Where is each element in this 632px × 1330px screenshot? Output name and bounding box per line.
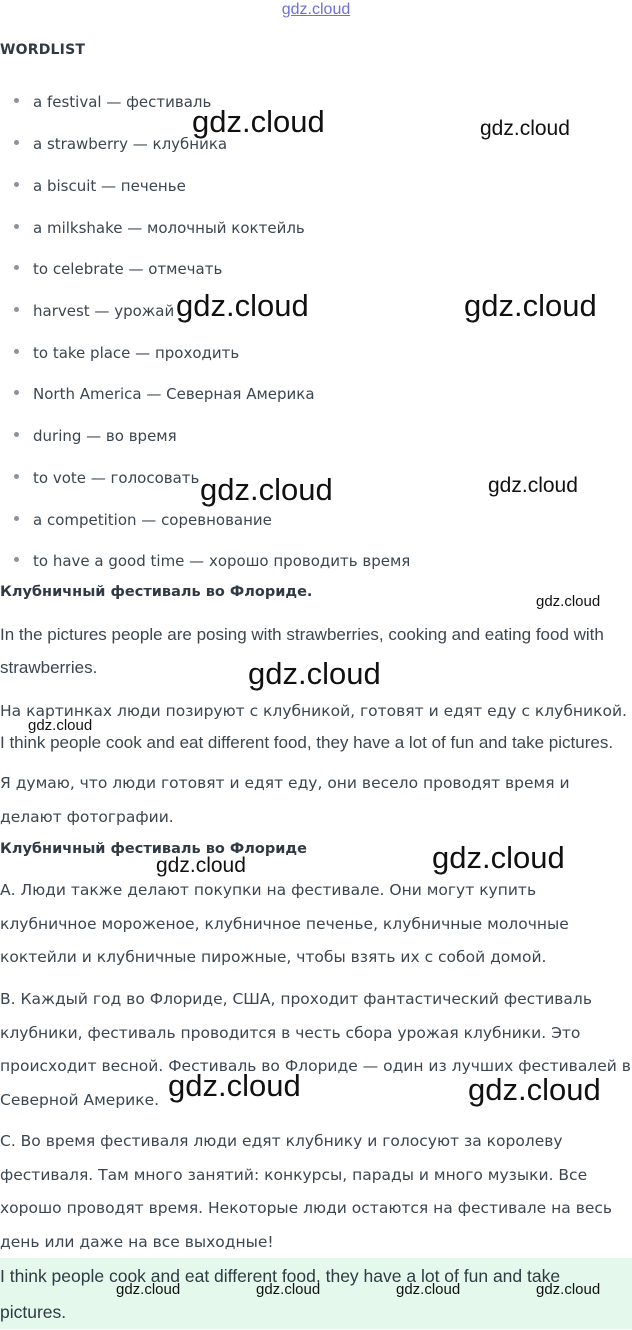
watermark: gdz.cloud [200, 472, 333, 507]
watermark: gdz.cloud [396, 1281, 461, 1298]
watermark: gdz.cloud [156, 854, 246, 877]
list-item: a festival — фестиваль [14, 93, 211, 111]
list-item: to take place — проходить [14, 344, 239, 362]
watermark: gdz.cloud [28, 717, 93, 734]
list-item: a competition — соревнование [14, 511, 272, 529]
bullet-icon [14, 516, 19, 521]
watermark: gdz.cloud [536, 593, 601, 610]
watermark: gdz.cloud [248, 656, 381, 691]
section-title-2: Клубничный фестиваль во Флориде [0, 841, 307, 857]
list-item: harvest — урожай [14, 302, 174, 320]
list-item: to vote — голосовать [14, 469, 199, 487]
bullet-icon [14, 182, 19, 187]
bullet-icon [14, 98, 19, 103]
paragraph-a: А. Люди также делают покупки на фестивале. Они могут купить клубничное мороженое, клубничное печенье, клубничные молочные коктейли и клубничные пирожные, чтобы взять их с собой домой. [0, 881, 569, 966]
answer-en-paragraph-2: I think people cook and eat different food, they have a lot of fun and take pictures. [0, 733, 614, 752]
list-item: North America — Северная Америка [14, 385, 315, 403]
watermark: gdz.cloud [176, 288, 309, 323]
watermark: gdz.cloud [116, 1281, 181, 1298]
bullet-icon [14, 140, 19, 145]
list-item: to celebrate — отмечать [14, 260, 222, 278]
watermark: gdz.cloud [168, 1068, 301, 1103]
list-item: during — во время [14, 427, 177, 445]
answer-ru-paragraph-2: Я думаю, что люди готовят и едят еду, они весело проводят время и делают фотографии. [0, 774, 570, 826]
list-item: to have a good time — хорошо проводить время [14, 552, 410, 570]
paragraph-c: С. Во время фестиваля люди едят клубнику и голосуют за королеву фестиваля. Там много занятий: конкурсы, парады и много музыки. Все хорошо проводят время. Некоторые люди остаются на фестивале на весь день или даже на все выходные! [0, 1132, 613, 1251]
answer-ru-paragraph: На картинках люди позируют с клубникой, готовят и едят еду с клубникой. [0, 702, 627, 720]
bullet-icon [14, 390, 19, 395]
watermark: gdz.cloud [488, 474, 578, 497]
bullet-icon [14, 224, 19, 229]
bullet-icon [14, 265, 19, 270]
list-item: a strawberry — клубника [14, 135, 227, 153]
answer-en-paragraph: In the pictures people are posing with strawberries, cooking and eating food with strawberries. [0, 625, 604, 677]
bullet-icon [14, 474, 19, 479]
watermark: gdz.cloud [256, 1281, 321, 1298]
watermark: gdz.cloud [480, 117, 570, 140]
list-item: a milkshake — молочный коктейль [14, 219, 305, 237]
section-title: Клубничный фестиваль во Флориде. [0, 584, 313, 600]
wordlist-heading: WORDLIST [0, 42, 86, 58]
bullet-icon [14, 307, 19, 312]
bullet-icon [14, 557, 19, 562]
answer-highlight-text: I think people cook and eat different food, they have a lot of fun and take pictures. [0, 1266, 561, 1322]
bullet-icon [14, 349, 19, 354]
watermark: gdz.cloud [468, 1072, 601, 1107]
bullet-icon [14, 432, 19, 437]
top-watermark-link[interactable]: gdz.cloud [281, 1, 351, 18]
paragraph-b: В. Каждый год во Флориде, США, проходит фантастический фестиваль клубники, фестиваль проводится в честь сбора урожая клубники. Это происходит весной. Фестиваль во Флориде — один из лучших фестивалей в Северной Америке. [0, 990, 631, 1109]
watermark: gdz.cloud [464, 288, 597, 323]
list-item: a biscuit — печенье [14, 177, 186, 195]
watermark: gdz.cloud [536, 1281, 601, 1298]
watermark: gdz.cloud [432, 840, 565, 875]
watermark: gdz.cloud [192, 104, 325, 139]
